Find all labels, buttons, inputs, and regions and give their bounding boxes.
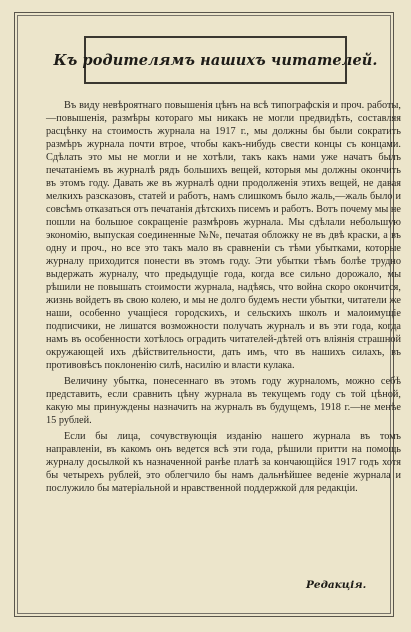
paragraph-1: Въ виду невѣроятнаго повышенія цѣнъ на всѣ типографскія и проч. работы,—повышенія, размѣры котораго мы никакъ не могли предвидѣть, составляя расцѣнку на стоимость журнала на 1917 г., мы должны бы были сократить размѣръ журнала почти втрое, чтобы какъ-нибудь свести концы съ концами. Сдѣлать это мы не могли и не хотѣли, такъ какъ нами уже начатъ былъ печатаніемъ въ журналѣ рядъ большихъ вещей, которыя мы должны окончить въ этомъ году. Давать же въ журналѣ одни продолженія этихъ вещей, не давая мелкихъ разсказовъ, статей и работъ, намъ слишкомъ было жаль,—жаль было и совсѣмъ отказаться отъ печатанія дѣтскихъ писемъ и работъ. Вотъ почему мы не пошли на большое сокращеніе размѣровъ журнала. Мы сдѣлали небольшую экономію, выпуская соединенные №№, печатая обложку не въ двѣ краски, а въ одну и проч., но все это такъ мало въ сравненіи съ тѣми убытками, которые журналу приходится понести въ этомъ году. Эти убытки тѣмъ болѣе трудно выдержать журналу, что предыдущіе года, когда все сильно дорожало, мы рѣшили не повышать стоимости журнала, надѣясь, что война скоро окончится, жизнь войдетъ въ свою колею, и мы не долго будемъ нести убытки, читатели же наши, особенно учащіеся городскихъ, и сельскихъ школъ и малоимущіе подписчики, не лишатся возможности получать журналъ и въ эти года, когда намъ въ особенности хотѣлось оградить читателей-дѣтей отъ вліянія страшной окружающей ихъ дѣйствительности, дать имъ, что въ нашихъ силахъ, въ противовѣсъ поклоненію силѣ, насилію и власти кулака.	[46, 100, 401, 371]
paragraph-3: Если бы лица, сочувствующія изданію нашего журнала въ томъ направленіи, въ какомъ онъ ведется всѣ эти года, рѣшили притти на помощь журналу досылкой къ назначенной ранѣе платѣ за кончающійся 1917 годъ хотя бы четырехъ рублей, это облегчило бы намъ дальнѣйшее веденіе журнала и послужило бы матеріальной и нравственной поддержкой для редакціи.	[46, 431, 401, 494]
page-title: Къ родителямъ нашихъ читателей.	[53, 51, 378, 69]
signature: Редакція.	[306, 579, 367, 591]
paragraph-2: Величину убытка, понесеннаго въ этомъ году журналомъ, можно себѣ представить, если сравнить цѣну журнала въ текущемъ году съ той цѣной, какую мы принуждены назначить на журналъ въ будущемъ, 1918 г.—не менѣе 15 рублей.	[46, 376, 401, 426]
article-body	[46, 99, 401, 495]
title-box	[53, 36, 378, 84]
